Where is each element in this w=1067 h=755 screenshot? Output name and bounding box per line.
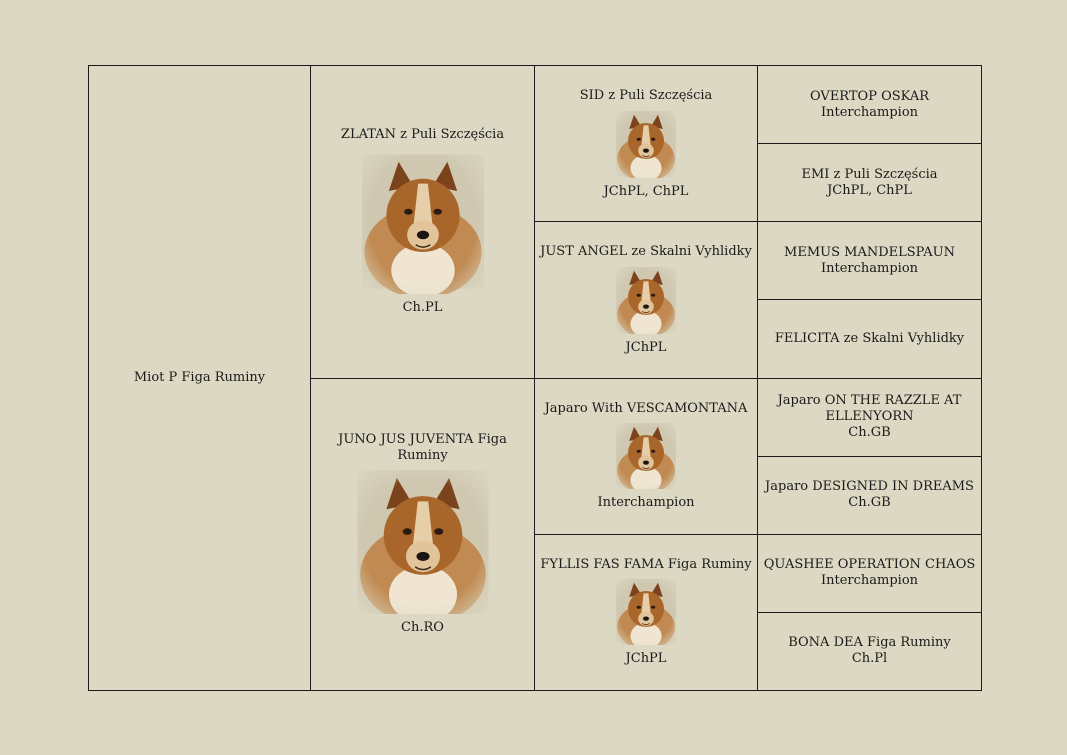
- sire-sire-name: SID z Puli Szczęścia: [579, 87, 713, 103]
- dam-dam-dam-title: Ch.Pl: [851, 651, 888, 667]
- sheltie-dog-photo-icon: [615, 423, 677, 489]
- dam-dam-title: JChPL: [625, 651, 667, 667]
- sire-title: Ch.PL: [402, 300, 443, 316]
- dam-name: JUNO JUS JUVENTA Figa Ruminy: [338, 432, 507, 464]
- dam-dam-sire-title: Interchampion: [820, 573, 919, 589]
- sire-name: ZLATAN z Puli Szczęścia: [340, 127, 505, 143]
- sire-cell: [311, 66, 535, 379]
- dam-sire-dam-name: Japaro DESIGNED IN DREAMS: [765, 479, 974, 495]
- dam-sire-title: Interchampion: [597, 495, 695, 511]
- dam-sire-name: Japaro With VESCAMONTANA: [544, 401, 748, 417]
- dam-dam-name: FYLLIS FAS FAMA Figa Ruminy: [540, 557, 752, 573]
- dam-title: Ch.RO: [401, 620, 444, 636]
- sire-dam-cell: [535, 222, 758, 378]
- dam-cell: [311, 378, 535, 691]
- sire-sire-dam-title: JChPL, ChPL: [827, 182, 912, 198]
- dam-sire-sire-cell: [758, 378, 982, 456]
- litter-name: Miot P Figa Ruminy: [133, 370, 266, 385]
- dam-dam-dam-cell: [758, 612, 982, 690]
- sire-dam-sire-cell: [758, 222, 982, 300]
- dam-sire-sire-title: Ch.GB: [848, 425, 891, 441]
- dam-dam-dam-name: BONA DEA Figa Ruminy: [788, 635, 951, 651]
- pedigree-table: [88, 65, 982, 691]
- sire-sire-sire-cell: [758, 66, 982, 144]
- sire-dam-dam-cell: [758, 300, 982, 378]
- sire-sire-cell: [535, 66, 758, 222]
- dam-sire-cell: [535, 378, 758, 534]
- sire-sire-dam-name: EMI z Puli Szczęścia: [801, 166, 938, 182]
- sheltie-dog-photo-icon: [616, 266, 676, 334]
- sire-sire-dam-cell: [758, 144, 982, 222]
- sheltie-dog-photo-icon: [615, 579, 677, 645]
- dam-dam-cell: [535, 534, 758, 690]
- dam-sire-dam-cell: [758, 456, 982, 534]
- litter-cell: [89, 66, 311, 691]
- sheltie-dog-photo-icon: [362, 149, 484, 294]
- sheltie-dog-photo-icon: [355, 470, 491, 614]
- sheltie-dog-photo-icon: [616, 110, 676, 178]
- sire-sire-title: JChPL, ChPL: [603, 183, 689, 199]
- sire-sire-sire-name: OVERTOP OSKAR: [810, 88, 929, 104]
- sire-dam-title: JChPL: [625, 339, 667, 355]
- sire-sire-sire-title: Interchampion: [820, 104, 919, 120]
- dam-dam-sire-cell: [758, 534, 982, 612]
- dam-sire-sire-name: Japaro ON THE RAZZLE AT ELLENYORN: [777, 393, 962, 425]
- sire-dam-sire-name: MEMUS MANDELSPAUN: [784, 244, 955, 260]
- sire-dam-dam-name: FELICITA ze Skalni Vyhlidky: [774, 330, 965, 346]
- sire-dam-sire-title: Interchampion: [820, 260, 919, 276]
- dam-dam-sire-name: QUASHEE OPERATION CHAOS: [763, 557, 976, 573]
- sire-dam-name: JUST ANGEL ze Skalni Vyhlidky: [540, 243, 752, 259]
- dam-sire-dam-title: Ch.GB: [848, 495, 891, 511]
